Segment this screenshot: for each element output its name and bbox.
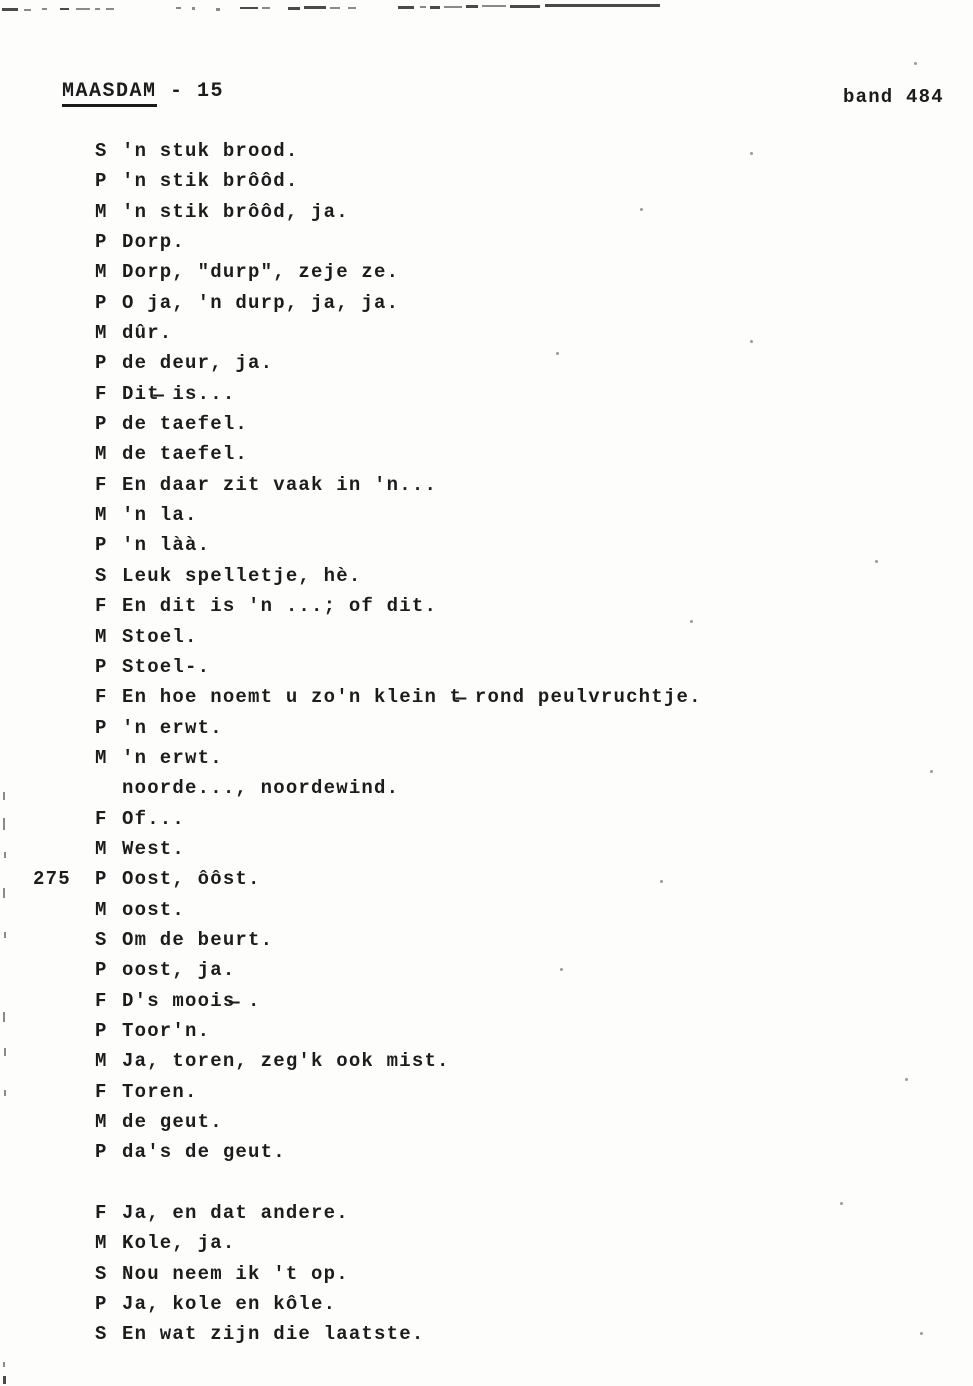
utterance-text: Ja, kole en kôle. xyxy=(122,1293,337,1316)
transcript-line xyxy=(0,1020,973,1050)
transcript-line xyxy=(0,808,973,838)
speaker-label: F xyxy=(95,473,108,496)
speaker-label: M xyxy=(95,1050,108,1073)
speaker-label: P xyxy=(95,534,108,557)
transcript-line xyxy=(0,534,973,564)
transcript-line xyxy=(0,261,973,291)
utterance-text: Kole, ja. xyxy=(122,1232,236,1255)
transcript-line xyxy=(0,1050,973,1080)
transcript-line xyxy=(0,838,973,868)
transcript-line xyxy=(0,656,973,686)
speaker-label: M xyxy=(95,837,108,860)
speaker-label: F xyxy=(95,382,108,405)
utterance-text: O ja, 'n durp, ja, ja. xyxy=(122,291,400,314)
transcript-line xyxy=(0,443,973,473)
transcript-line xyxy=(0,565,973,595)
utterance-text: dûr. xyxy=(122,322,173,345)
utterance-text: 'n la. xyxy=(122,504,198,527)
speaker-label: P xyxy=(95,959,108,982)
speaker-label: P xyxy=(95,291,108,314)
speaker-label: F xyxy=(95,807,108,830)
transcript-line xyxy=(0,1293,973,1323)
transcript-line xyxy=(0,383,973,413)
speaker-label: M xyxy=(95,746,108,769)
utterance-text: 'n stuk brood. xyxy=(122,140,299,162)
speaker-label: P xyxy=(95,413,108,436)
transcript-line xyxy=(0,1202,973,1232)
speaker-label: M xyxy=(95,1232,108,1255)
speaker-label: P xyxy=(95,1019,108,1042)
speaker-label: P xyxy=(95,868,108,891)
utterance-text: 'n erwt. xyxy=(122,746,223,769)
utterance-text: Stoel. xyxy=(122,625,198,648)
transcript-line xyxy=(0,717,973,747)
page-title xyxy=(62,80,224,103)
transcript-line xyxy=(0,626,973,656)
speaker-label: P xyxy=(95,1293,108,1316)
transcript-line xyxy=(0,868,973,898)
speaker-label: F xyxy=(95,1202,108,1225)
utterance-text: oost. xyxy=(122,898,186,921)
transcript-line xyxy=(0,322,973,352)
utterance-text: Stoel-. xyxy=(122,655,211,678)
utterance-text: Ja, en dat andere. xyxy=(122,1202,349,1225)
utterance-text: Toren. xyxy=(122,1080,198,1103)
transcript-line xyxy=(0,990,973,1020)
utterance-text: de deur, ja. xyxy=(122,352,274,375)
transcript-line xyxy=(0,474,973,504)
transcript-line xyxy=(0,231,973,261)
utterance-text: 'n erwt. xyxy=(122,716,223,739)
utterance-text: de taefel. xyxy=(122,443,249,466)
utterance-text: noorde..., noordewind. xyxy=(122,777,400,800)
utterance-text: Dit̶ is... xyxy=(122,382,236,405)
speaker-label: M xyxy=(95,322,108,345)
utterance-text: D's moois̶ . xyxy=(122,989,261,1012)
utterance-text: Toor'n. xyxy=(122,1019,211,1042)
transcript-line xyxy=(0,899,973,929)
speaker-label: P xyxy=(95,655,108,678)
transcript-line xyxy=(0,1172,973,1202)
utterance-text: 'n stik brôôd, ja. xyxy=(122,200,349,223)
speaker-label: M xyxy=(95,898,108,921)
transcript-line xyxy=(0,929,973,959)
utterance-text: Oost, ôôst. xyxy=(122,868,261,891)
utterance-text: de geut. xyxy=(122,1111,223,1133)
speaker-label: P xyxy=(95,716,108,739)
speaker-label: S xyxy=(95,1262,108,1285)
location-name: MAASDAM xyxy=(62,80,157,107)
transcript-line xyxy=(0,292,973,322)
utterance-text: En wat zijn die laatste. xyxy=(122,1323,425,1346)
speaker-label: M xyxy=(95,1111,108,1133)
band-label: band 484 xyxy=(843,86,944,108)
speaker-label: P xyxy=(95,352,108,375)
speaker-label: M xyxy=(95,261,108,284)
speaker-label: P xyxy=(95,170,108,193)
speaker-label: F xyxy=(95,595,108,618)
utterance-text: En daar zit vaak in 'n... xyxy=(122,473,438,496)
transcript-line xyxy=(0,777,973,807)
utterance-text: Om de beurt. xyxy=(122,928,274,951)
speaker-label: P xyxy=(95,1141,108,1164)
utterance-text: Leuk spelletje, hè. xyxy=(122,564,362,587)
transcript xyxy=(0,140,973,1354)
utterance-text: Dorp, "durp", zeje ze. xyxy=(122,261,400,284)
utterance-text: 'n làà. xyxy=(122,534,211,557)
speaker-label: S xyxy=(95,140,108,162)
transcript-line xyxy=(0,959,973,989)
speaker-label: F xyxy=(95,989,108,1012)
transcript-line xyxy=(0,1232,973,1262)
utterance-text: Of... xyxy=(122,807,186,830)
transcript-line xyxy=(0,1323,973,1353)
speaker-label: M xyxy=(95,504,108,527)
speaker-label: M xyxy=(95,200,108,223)
transcript-line xyxy=(0,352,973,382)
transcript-line xyxy=(0,201,973,231)
speaker-label: M xyxy=(95,443,108,466)
speaker-label: S xyxy=(95,928,108,951)
transcript-line xyxy=(0,1263,973,1293)
utterance-text: Nou neem ik 't op. xyxy=(122,1262,349,1285)
transcript-line xyxy=(0,504,973,534)
speaker-label: S xyxy=(95,564,108,587)
transcript-line xyxy=(0,1081,973,1111)
transcript-line xyxy=(0,686,973,716)
utterance-text: oost, ja. xyxy=(122,959,236,982)
utterance-text: Ja, toren, zeg'k ook mist. xyxy=(122,1050,450,1073)
line-number: 275 xyxy=(33,868,71,891)
utterance-text: En hoe noemt u zo'n klein t̶ rond peulvruchtje. xyxy=(122,686,702,709)
transcript-line xyxy=(0,1141,973,1171)
speaker-label: P xyxy=(95,231,108,254)
transcript-line xyxy=(0,747,973,777)
utterance-text: En dit is 'n ...; of dit. xyxy=(122,595,438,618)
transcript-line xyxy=(0,1111,973,1141)
utterance-text: West. xyxy=(122,837,186,860)
transcript-line xyxy=(0,140,973,170)
utterance-text: da's de geut. xyxy=(122,1141,286,1164)
transcript-line xyxy=(0,170,973,200)
speaker-label: S xyxy=(95,1323,108,1346)
utterance-text: 'n stik brôôd. xyxy=(122,170,299,193)
transcript-line xyxy=(0,413,973,443)
speaker-label: M xyxy=(95,625,108,648)
utterance-text: Dorp. xyxy=(122,231,186,254)
page-number: - 15 xyxy=(156,80,225,103)
utterance-text: de taefel. xyxy=(122,413,249,436)
transcript-line xyxy=(0,595,973,625)
speaker-label: F xyxy=(95,1080,108,1103)
speaker-label: F xyxy=(95,686,108,709)
